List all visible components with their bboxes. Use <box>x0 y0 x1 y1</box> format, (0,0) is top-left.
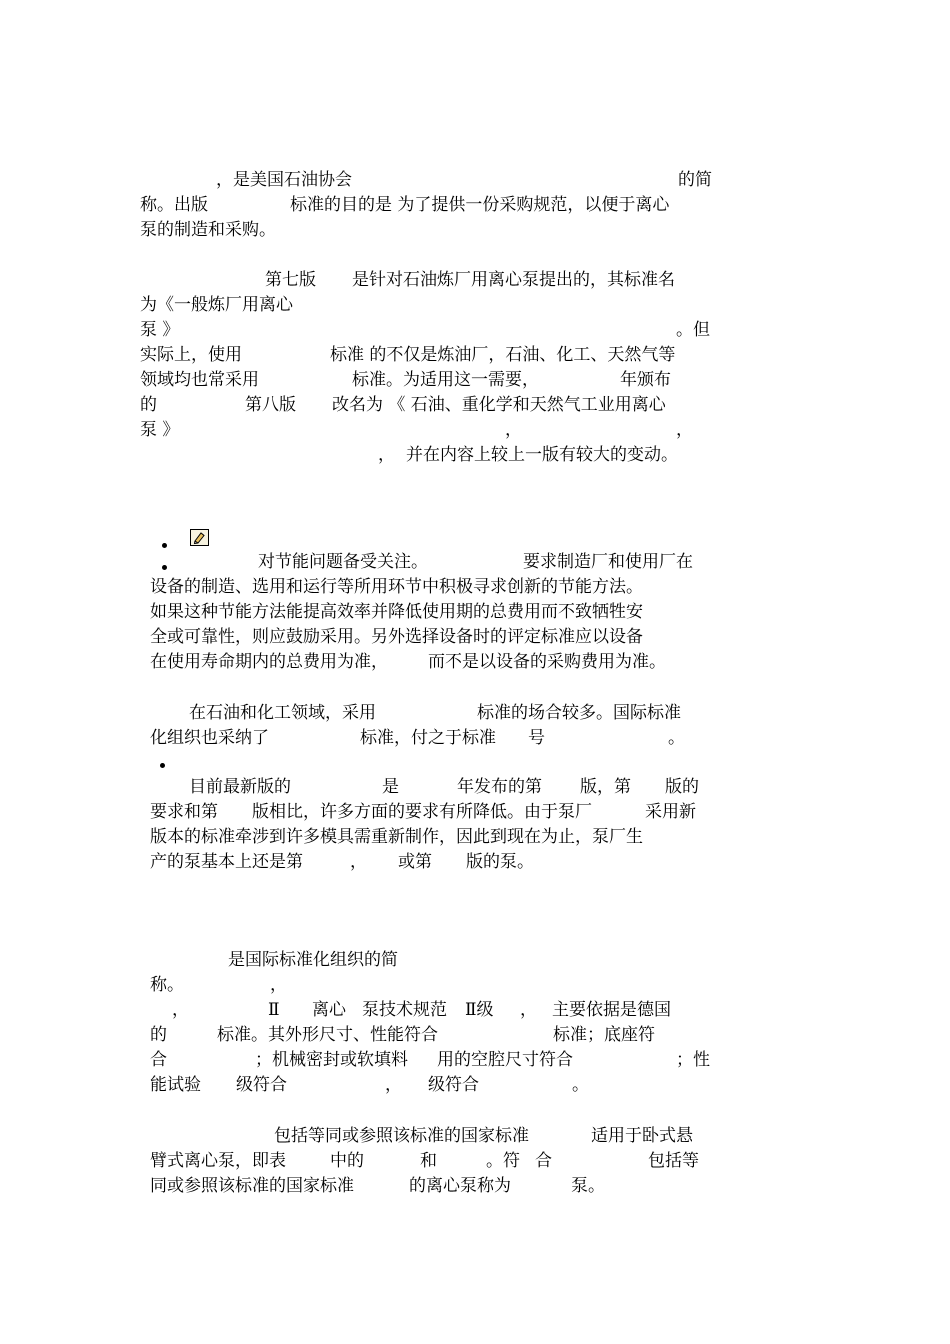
bullet-marker <box>162 543 167 548</box>
s6-line5-c: 用的空腔尺寸符合 <box>437 1050 573 1070</box>
s3-line5-b: 而不是以设备的采购费用为准。 <box>428 652 666 672</box>
s2-line8-a: ， <box>378 445 395 465</box>
s7-line3-a: 同或参照该标准的国家标准 <box>150 1176 354 1196</box>
s1-line1-b: 的简 <box>678 170 712 190</box>
s7-line3-c: 泵。 <box>571 1176 605 1196</box>
s6-line3-b: Ⅱ <box>268 1000 280 1020</box>
s1-line1-a: ，是美国石油协会 <box>216 170 352 190</box>
s2-line1-b: 是针对石油炼厂用离心泵提出的，其标准名 <box>352 270 675 290</box>
s7-line2-e: 合 <box>535 1151 552 1171</box>
s2-line7-c: ， <box>676 420 693 440</box>
s5-line2-c: 采用新 <box>645 802 696 822</box>
s3-line3: 如果这种节能方法能提高效率并降低使用期的总费用而不致牺牲安 <box>150 602 643 622</box>
s6-line6-e: 。 <box>572 1075 589 1095</box>
s6-line6-c: ， <box>385 1075 402 1095</box>
s6-line3-a: ， <box>172 1000 189 1020</box>
s6-line3-g: 主要依据是德国 <box>552 1000 671 1020</box>
s3-line5-a: 在使用寿命期内的总费用为准， <box>150 652 388 672</box>
s5-line3: 版本的标准牵涉到许多模具需重新制作，因此到现在为止，泵厂生 <box>150 827 643 847</box>
s5-line4-b: ， <box>350 852 367 872</box>
s1-line2-b: 标准的目的是 为了提供一份采购规范，以便于离心 <box>290 195 670 215</box>
s6-line4-c: 标准；底座符 <box>553 1025 655 1045</box>
s6-line6-b: 级符合 <box>236 1075 287 1095</box>
s5-line2-b: 版相比，许多方面的要求有所降低。由于泵厂 <box>252 802 592 822</box>
s2-line4-a: 实际上，使用 <box>140 345 242 365</box>
s6-line5-b: ；机械密封或软填料 <box>255 1050 408 1070</box>
s4-line2-a: 化组织也采纳了 <box>150 728 269 748</box>
s6-line2-b: ， <box>270 975 287 995</box>
s6-line3-c: 离心 <box>312 1000 346 1020</box>
bullet-marker <box>160 763 165 768</box>
s2-line6-b: 第八版 <box>245 395 296 415</box>
s5-line1-b: 是 <box>382 777 399 797</box>
s1-line3: 泵的制造和采购。 <box>140 220 276 240</box>
s2-line5-c: 年颁布 <box>620 370 671 390</box>
s3-line1-b: 要求制造厂和使用厂在 <box>523 552 693 572</box>
s4-line2-d: 。 <box>668 728 685 748</box>
s5-line4-c: 或第 <box>398 852 432 872</box>
s6-line4-b: 标准。其外形尺寸、性能符合 <box>217 1025 438 1045</box>
s3-line1-a: 对节能问题备受关注。 <box>258 552 428 572</box>
s4-line1-a: 在石油和化工领域，采用 <box>189 703 376 723</box>
s5-line2-a: 要求和第 <box>150 802 218 822</box>
s6-line2-a: 称。 <box>150 975 184 995</box>
s6-line6-d: 级符合 <box>428 1075 479 1095</box>
s5-line4-a: 产的泵基本上还是第 <box>150 852 303 872</box>
s7-line2-c: 和 <box>420 1151 437 1171</box>
s3-line4: 全或可靠性，则应鼓励采用。另外选择设备时的评定标准应以设备 <box>150 627 643 647</box>
s2-line4-b: 标准 的不仅是炼油厂，石油、化工、天然气等 <box>330 345 676 365</box>
s7-line1-b: 适用于卧式悬 <box>591 1126 693 1146</box>
s7-line2-b: 中的 <box>330 1151 364 1171</box>
s2-line2: 为《一般炼厂用离心 <box>140 295 293 315</box>
s4-line2-c: 号 <box>528 728 545 748</box>
bullet-marker <box>162 565 167 570</box>
s2-line5-a: 领域均也常采用 <box>140 370 259 390</box>
s2-line7-b: ， <box>505 420 522 440</box>
s5-line1-e: 版的 <box>665 777 699 797</box>
s5-line1-d: 版，第 <box>580 777 631 797</box>
s7-line2-f: 包括等 <box>648 1151 699 1171</box>
s7-line1-a: 包括等同或参照该标准的国家标准 <box>274 1126 529 1146</box>
s4-line1-b: 标准的场合较多。国际标准 <box>477 703 681 723</box>
s2-line7-a: 泵 》 <box>140 420 180 440</box>
s2-line1-a: 第七版 <box>265 270 316 290</box>
edit-note-icon <box>190 529 209 546</box>
s2-line6-c: 改名为 《 石油、重化学和天然气工业用离心 <box>332 395 666 415</box>
s2-line6-a: 的 <box>140 395 157 415</box>
s6-line3-f: ， <box>520 1000 537 1020</box>
s1-line2-a: 称。出版 <box>140 195 208 215</box>
s6-line5-d: ；性 <box>676 1050 710 1070</box>
s6-line3-d: 泵技术规范 <box>362 1000 447 1020</box>
s6-line4-a: 的 <box>150 1025 167 1045</box>
s2-line3-a: 泵 》 <box>140 320 180 340</box>
s6-line5-a: 合 <box>150 1050 167 1070</box>
s5-line1-a: 目前最新版的 <box>189 777 291 797</box>
s7-line2-d: 。符 <box>486 1151 520 1171</box>
s5-line1-c: 年发布的第 <box>457 777 542 797</box>
s4-line2-b: 标准，付之于标准 <box>360 728 496 748</box>
s5-line4-d: 版的泵。 <box>466 852 534 872</box>
s6-line6-a: 能试验 <box>150 1075 201 1095</box>
s2-line8-b: 并在内容上较上一版有较大的变动。 <box>406 445 678 465</box>
s7-line2-a: 臂式离心泵，即表 <box>150 1151 286 1171</box>
s6-line3-e: Ⅱ级 <box>465 1000 494 1020</box>
s7-line3-b: 的离心泵称为 <box>409 1176 511 1196</box>
s2-line3-b: 。但 <box>676 320 710 340</box>
s6-line1: 是国际标准化组织的简 <box>228 950 398 970</box>
s2-line5-b: 标准。为适用这一需要， <box>352 370 539 390</box>
s3-line2: 设备的制造、选用和运行等所用环节中积极寻求创新的节能方法。 <box>150 577 643 597</box>
